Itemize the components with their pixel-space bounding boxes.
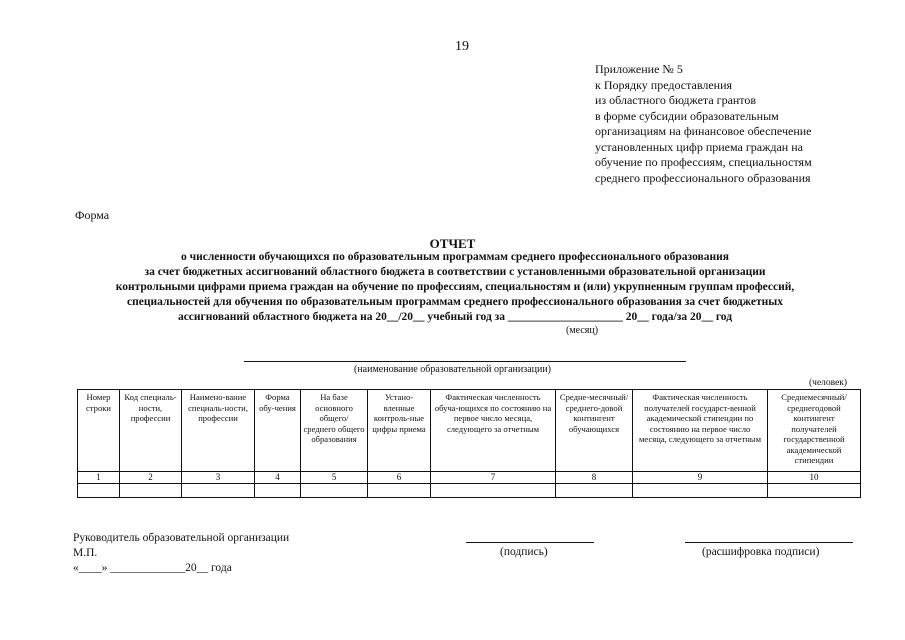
table-cell[interactable]: [368, 484, 431, 498]
column-number: 7: [431, 472, 556, 484]
column-header: На базе основного общего/ среднего общего образования: [301, 390, 368, 472]
column-number: 6: [368, 472, 431, 484]
table-cell[interactable]: [768, 484, 861, 498]
column-header: Наимено-вание специаль-ности, профессии: [182, 390, 255, 472]
table-cell[interactable]: [431, 484, 556, 498]
report-subtitle: [60, 250, 850, 325]
table-cell[interactable]: [255, 484, 301, 498]
column-header: Фактическая численность получателей государст-венной академической стипендии по состоянию на первое число месяца, следующего за отчетным: [633, 390, 768, 472]
signature-decode-line[interactable]: [685, 542, 853, 543]
appendix-line: обучение по профессиям, специальностям: [595, 155, 812, 169]
column-header: Номер строки: [78, 390, 120, 472]
column-header: Форма обу-чения: [255, 390, 301, 472]
subtitle-line: ассигнований областного бюджета на 20__/20__ учебный год за ____________________ 20__ года/за 20__ год: [177, 311, 733, 323]
column-number: 10: [768, 472, 861, 484]
signature-caption: (подпись): [500, 546, 548, 558]
month-caption: (месяц): [566, 325, 599, 336]
appendix-line: из областного бюджета грантов: [595, 93, 757, 107]
column-number: 1: [78, 472, 120, 484]
column-number: 9: [633, 472, 768, 484]
appendix-line: среднего профессионального образования: [595, 170, 811, 185]
page-number: 19: [455, 39, 469, 54]
column-number: 4: [255, 472, 301, 484]
appendix-line: Приложение № 5: [595, 62, 683, 76]
column-header: Среднемесячный/ среднегодовой контингент получателей государственной академической стипендии: [768, 390, 861, 472]
subtitle-line: о численности обучающихся по образовательным программам среднего профессионального образования: [181, 251, 729, 263]
table-cell[interactable]: [120, 484, 182, 498]
column-number: 3: [182, 472, 255, 484]
column-number: 8: [556, 472, 633, 484]
signature-decode-caption: (расшифровка подписи): [702, 546, 820, 558]
signature-block: [73, 531, 289, 576]
column-header: Фактическая численность обуча-ющихся по состоянию на первое число месяца, следующего за отчетным: [431, 390, 556, 472]
subtitle-line: специальностей для обучения по образовательным программам среднего профессионального образования за счет бюджетных: [127, 296, 783, 308]
table-cell[interactable]: [78, 484, 120, 498]
appendix-line: организациям на финансовое обеспечение: [595, 124, 812, 138]
organization-name-caption: (наименование образовательной организации): [353, 364, 552, 375]
appendix-line: установленных цифр приема граждан на: [595, 139, 803, 154]
column-number: 2: [120, 472, 182, 484]
column-header: Код специаль-ности, профессии: [120, 390, 182, 472]
table-cell[interactable]: [301, 484, 368, 498]
organization-name-line[interactable]: [244, 361, 686, 362]
stamp-label: М.П.: [73, 547, 98, 559]
table-header-row: [78, 390, 861, 472]
column-header: Устано-вленные контроль-ные цифры приема: [368, 390, 431, 472]
appendix-line: к Порядку предоставления: [595, 77, 733, 92]
subtitle-line: за счет бюджетных ассигнований областного бюджета в соответствии с установленными образовательной организации: [144, 266, 766, 278]
subtitle-line: контрольными цифрами приема граждан на обучение по профессиям, специальностям и (или) укрупненным группам профессий,: [115, 281, 795, 293]
report-title: ОТЧЕТ: [429, 236, 476, 251]
appendix-block: [595, 62, 895, 186]
units-label: (человек): [809, 378, 848, 388]
table-row: [78, 484, 861, 498]
table-cell[interactable]: [182, 484, 255, 498]
column-number-row: [78, 472, 861, 484]
column-header: Средне-месячный/ среднего-довой контингент обучающихся: [556, 390, 633, 472]
table-cell[interactable]: [556, 484, 633, 498]
appendix-line: в форме субсидии образовательным: [595, 108, 779, 123]
form-label: Форма: [75, 208, 110, 222]
report-table: [77, 389, 861, 498]
table-cell[interactable]: [633, 484, 768, 498]
signature-line[interactable]: [466, 542, 594, 543]
date-label: «____» _____________20__ года: [73, 562, 232, 574]
column-number: 5: [301, 472, 368, 484]
head-label: Руководитель образовательной организации: [73, 532, 290, 544]
